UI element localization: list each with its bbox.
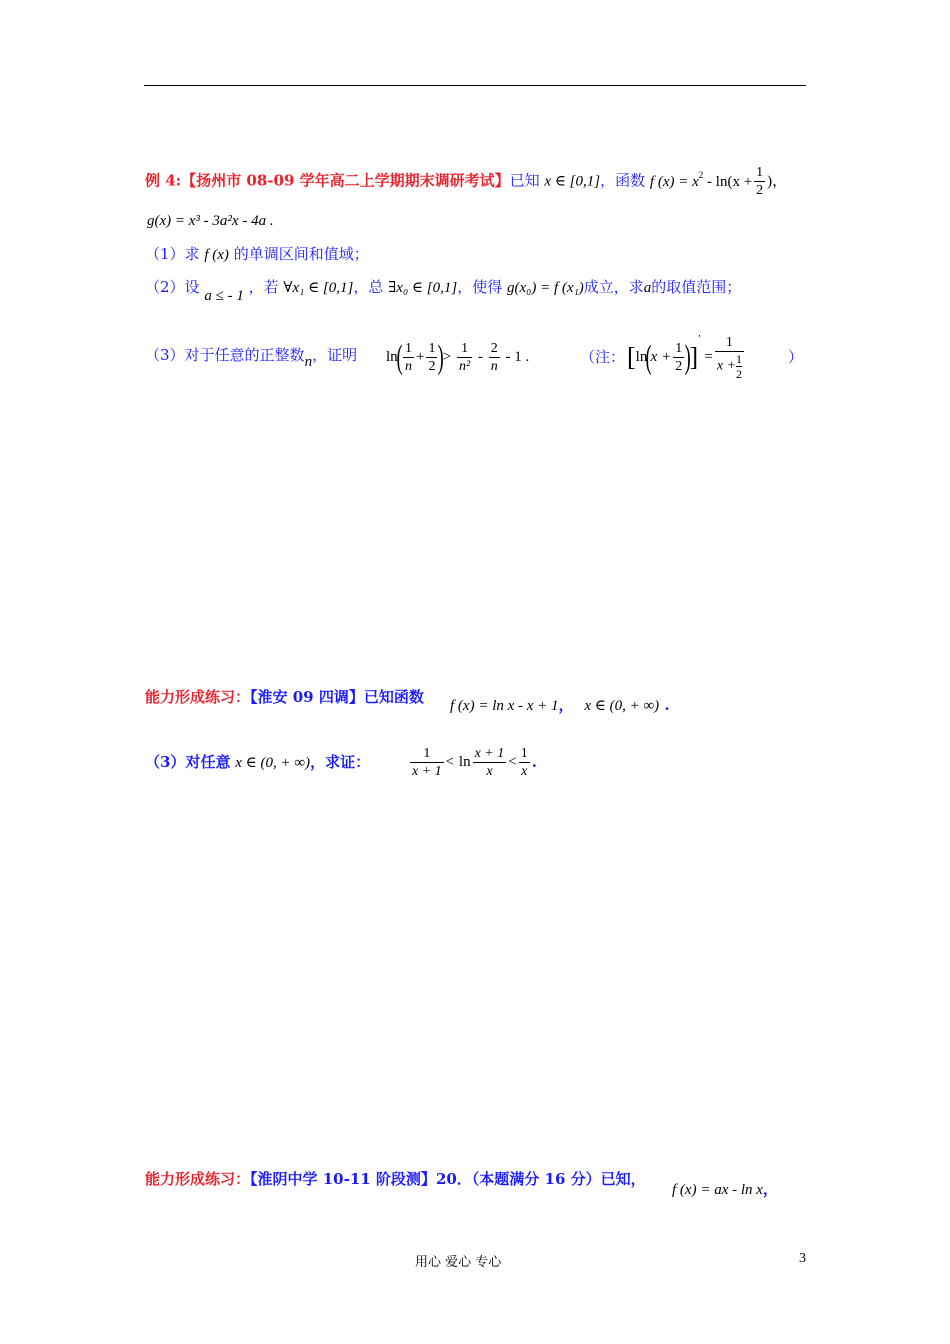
known-text: 已知	[509, 171, 540, 190]
part2-exists: ∃x₀ ∈ [0,1]	[388, 280, 458, 296]
part2-cond-a: a ≤ - 1	[204, 288, 244, 304]
den-n2: n²	[459, 359, 471, 374]
ineq-den-2: x	[486, 764, 493, 779]
note-open-text: （注：	[580, 348, 626, 366]
frac-1-over-n	[403, 340, 414, 375]
practice1-dot: .	[659, 696, 670, 714]
note-small-num: 1	[736, 352, 742, 366]
practice1-line	[145, 690, 424, 705]
footer-text: 用心 爱心 专心	[415, 1255, 502, 1270]
part3-number: （3）	[145, 346, 185, 364]
condition-x: x ∈ [0,1]	[544, 173, 601, 190]
part2-eq: g(x₀) = f (x₁)	[507, 280, 584, 296]
minus-one: - 1 .	[501, 349, 530, 365]
header-rule	[144, 85, 806, 86]
den-n-b: n	[490, 359, 498, 374]
practice2-source: 【淮阴中学 10-11 阶段测】	[250, 1170, 436, 1188]
note-frac-result	[715, 334, 744, 381]
example-label: 例 4:	[145, 171, 182, 190]
num-1c: 1	[457, 340, 472, 358]
part1-line	[145, 247, 369, 263]
ineq-frac-2	[473, 745, 507, 780]
f-def-mid: - ln(x +	[703, 173, 753, 190]
part3-text: 对于任意的正整数	[184, 346, 305, 364]
practice1-text: 已知函数	[363, 688, 424, 706]
note-den-x: x +	[716, 358, 736, 374]
note-eq: =	[700, 349, 713, 365]
part2-always: ，总	[353, 278, 384, 296]
ineq-num-2: x + 1	[474, 746, 505, 761]
note-x-plus: x +	[650, 349, 672, 365]
practice2-text: 20．（本题满分 16 分）已知，	[435, 1170, 646, 1188]
q3-text: 对任意	[185, 753, 231, 771]
den-2: 2	[428, 359, 436, 374]
practice2-sep: ，	[762, 1180, 778, 1198]
part2-set: 设	[184, 278, 200, 296]
example-source: 【扬州市 08-09 学年高二上学期期末调研考试】	[181, 171, 510, 190]
gt-sign: >	[442, 349, 456, 365]
g-definition: g(x) = x³ - 3a²x - 4a .	[147, 213, 274, 229]
num-2: 2	[490, 341, 498, 356]
g-definition-line	[147, 213, 274, 229]
func-word: 函数	[615, 171, 646, 190]
q3-domain: x ∈ (0, + ∞)	[235, 755, 311, 771]
note-ln: ln	[635, 349, 648, 365]
q3-prove: ，求证：	[310, 753, 371, 771]
part3-line	[145, 346, 358, 370]
practice1-label: 能力形成练习：	[145, 688, 251, 706]
part3-n: n	[304, 354, 313, 370]
note-close-text: ）	[788, 348, 804, 366]
note-den: 2	[675, 359, 683, 374]
practice1-inequality	[408, 745, 537, 780]
num-1: 1	[405, 341, 412, 356]
practice1-formula	[450, 698, 670, 714]
num-1b: 1	[428, 341, 436, 356]
practice2-line	[145, 1172, 646, 1187]
practice2-label: 能力形成练习：	[145, 1170, 251, 1188]
part1-text-b: 的单调区间和值域；	[233, 245, 369, 263]
f-definition: f $(x) = x^2 - \ln(x$ +	[649, 169, 753, 190]
ineq-den-1: x + 1	[412, 764, 442, 779]
note-num: 1	[675, 341, 683, 356]
practice1-q3	[145, 755, 370, 771]
practice1-f-def: f (x) = ln x - x + 1	[450, 698, 559, 714]
ineq-den-3: x	[521, 764, 528, 779]
frac-den: 2	[756, 183, 764, 198]
note-close	[788, 350, 803, 365]
note-res-den	[715, 352, 744, 381]
note-res-num: 1	[715, 334, 744, 352]
ineq-num-1: 1	[410, 745, 444, 763]
note-formula: [ln(x + $\frac{1}{2}$ )]′ = 1 x + $\frac{1}{2}$	[627, 333, 742, 381]
ineq-frac-3	[519, 745, 530, 780]
page-number: 3	[799, 1251, 806, 1266]
comma: ，	[600, 171, 616, 190]
ineq-ln: ln	[458, 754, 471, 770]
part1-number: （1）	[145, 245, 185, 263]
frac-2-over-n	[489, 340, 500, 375]
part3-prove: ，证明	[312, 346, 358, 364]
practice1-source: 【淮安 09 四调】	[250, 688, 364, 706]
note-frac-half	[673, 340, 684, 375]
frac-1-over-2	[426, 340, 437, 375]
part2-if: ，若	[248, 278, 279, 296]
prime: ′	[698, 333, 701, 345]
ineq-frac-1	[410, 745, 444, 780]
part2-forall: ∀x₁ ∈ [0,1]	[283, 280, 354, 296]
ineq-num-3: 1	[520, 746, 528, 761]
frac-num: 1	[756, 165, 764, 180]
practice2-formula	[672, 1182, 778, 1198]
practice1-sep: ，	[558, 696, 574, 714]
ineq-ln: ln	[386, 349, 398, 365]
part3-inequality: ln( $\frac{1}{n}$ + $\frac{1}{2}$ )> $\frac{1}{\text{n²}}$ - $\frac{2}{n}$ - 1 .	[386, 338, 530, 376]
part2-tail2: 的取值范围；	[651, 278, 742, 296]
part1-text-a: 求	[184, 245, 200, 263]
f-def-end: )	[767, 173, 773, 190]
lt-2: <	[508, 754, 517, 770]
practice2-f-def: f (x) = ax - ln x	[672, 1182, 763, 1198]
part2-line	[145, 278, 742, 304]
note-small-den: 2	[736, 367, 742, 381]
q3-number: （3）	[145, 753, 186, 771]
lt-1: <	[445, 754, 455, 770]
practice1-domain: x ∈ (0, + ∞)	[584, 698, 660, 714]
note-open	[580, 350, 625, 365]
f-def-left: f (x) = x	[649, 173, 699, 190]
comma-end: ，	[772, 173, 788, 190]
example4-line1	[145, 164, 787, 199]
fraction-half	[754, 164, 765, 199]
part2-tail: 成立，求	[583, 278, 644, 296]
part2-a: a	[643, 280, 652, 296]
part2-number: （2）	[145, 278, 185, 296]
frac-1-over-n2	[457, 340, 472, 375]
part1-expr: f (x)	[204, 247, 229, 263]
ineq-end: .	[531, 753, 537, 771]
minus-sign: -	[474, 349, 487, 365]
part2-make: ，使得	[457, 278, 503, 296]
den-n: n	[405, 359, 412, 374]
